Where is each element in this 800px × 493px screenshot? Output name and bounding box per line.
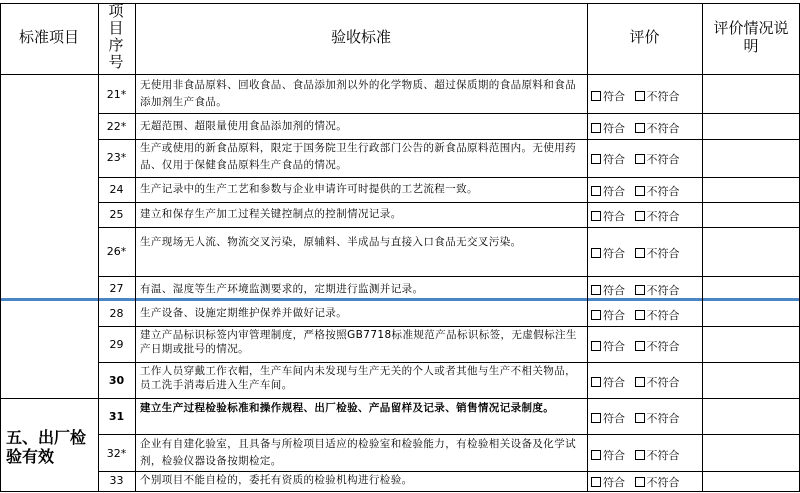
row-evaluation [591,88,680,104]
row-number: 31 [108,410,125,423]
header-criteria: 验收标准 [330,28,391,46]
nonconform-label: 不符合 [646,309,680,322]
conform-label: 符合 [603,412,625,425]
row-evaluation [591,151,680,167]
nonconform-checkbox[interactable] [635,477,645,487]
conform-checkbox[interactable] [591,186,601,196]
conform-checkbox[interactable] [591,154,601,164]
conform-checkbox[interactable] [591,450,601,460]
row-evaluation [591,120,680,136]
row-number: 27 [109,282,124,295]
nonconform-checkbox[interactable] [635,285,645,295]
row-evaluation [591,208,680,224]
row-evaluation [591,282,680,298]
conform-label: 符合 [603,476,625,489]
nonconform-label: 不符合 [646,449,680,462]
row-evaluation [591,410,680,426]
row-number: 33 [109,474,124,487]
header-explanation: 评价情况说明 [713,19,789,55]
row-criteria: 建立产品标识标签内审管理制度，严格按照GB7718标准规范产品标识标签，无虚假标注生产日期或批号的情况。 [140,329,577,355]
row-number: 21* [106,88,127,101]
conform-label: 符合 [603,449,625,462]
nonconform-label: 不符合 [646,340,680,353]
row-criteria: 企业有自建化验室，且具备与所检项目适应的检验室和检验能力，有检验相关设备及化学试剂，检验仪器设备按期检定。 [140,438,576,467]
conform-label: 符合 [603,185,625,198]
row-evaluation [591,183,680,199]
nonconform-checkbox[interactable] [635,377,645,387]
conform-label: 符合 [603,309,625,322]
row-criteria: 工作人员穿戴工作衣帽，生产车间内未发现与生产无关的个人或者其他与生产不相关物品，员工洗手消毒后进入生产车间。 [140,365,576,391]
nonconform-checkbox[interactable] [635,413,645,423]
nonconform-label: 不符合 [646,284,680,297]
row-number: 26* [106,245,127,258]
nonconform-checkbox[interactable] [635,450,645,460]
nonconform-checkbox[interactable] [635,248,645,258]
nonconform-label: 不符合 [646,90,680,103]
conform-checkbox[interactable] [591,341,601,351]
row-number: 22* [106,120,127,133]
conform-checkbox[interactable] [591,248,601,258]
row-criteria: 生产记录中的生产工艺和参数与企业申请许可时提供的工艺流程一致。 [140,183,478,195]
nonconform-label: 不符合 [646,476,680,489]
conform-label: 符合 [603,376,625,389]
conform-label: 符合 [603,247,625,260]
row-number: 30 [108,374,125,387]
row-criteria: 生产现场无人流、物流交叉污染，原辅料、半成品与直接入口食品无交叉污染。 [140,236,522,248]
row-evaluation [591,374,680,390]
nonconform-label: 不符合 [646,153,680,166]
row-criteria: 生产或使用的新食品原料，限定于国务院卫生行政部门公告的新食品原料范围内。无使用药品、仅用于保健食品原料生产食品的情况。 [140,142,576,171]
conform-label: 符合 [603,90,625,103]
nonconform-label: 不符合 [646,210,680,223]
conform-checkbox[interactable] [591,123,601,133]
conform-checkbox[interactable] [591,91,601,101]
nonconform-checkbox[interactable] [635,186,645,196]
conform-checkbox[interactable] [591,477,601,487]
nonconform-checkbox[interactable] [635,211,645,221]
conform-checkbox[interactable] [591,310,601,320]
row-evaluation [591,338,680,354]
nonconform-checkbox[interactable] [635,123,645,133]
conform-checkbox[interactable] [591,211,601,221]
conform-checkbox[interactable] [591,377,601,387]
header-seq: 项目序号 [108,2,124,71]
nonconform-label: 不符合 [646,247,680,260]
nonconform-checkbox[interactable] [635,341,645,351]
conform-checkbox[interactable] [591,413,601,423]
row-criteria: 建立生产过程检验标准和操作规程、出厂检验、产品留样及记录、销售情况记录制度。 [140,402,555,414]
row-criteria: 无使用非食品原料、回收食品、食品添加剂以外的化学物质、超过保质期的食品原料和食品添加剂生产食品。 [140,79,576,108]
row-number: 24 [109,183,124,196]
nonconform-checkbox[interactable] [635,154,645,164]
nonconform-label: 不符合 [646,185,680,198]
row-number: 25 [109,208,124,221]
row-number: 32* [106,447,127,460]
nonconform-checkbox[interactable] [635,310,645,320]
row-evaluation [591,307,680,323]
nonconform-label: 不符合 [646,412,680,425]
nonconform-label: 不符合 [646,376,680,389]
conform-label: 符合 [603,340,625,353]
category-5-label: 五、出厂检验有效 [6,428,87,466]
nonconform-checkbox[interactable] [635,91,645,101]
row-number: 23* [106,151,127,164]
row-number: 28 [109,307,124,320]
conform-label: 符合 [603,122,625,135]
conform-label: 符合 [603,210,625,223]
conform-label: 符合 [603,284,625,297]
row-criteria: 个别项目不能自检的，委托有资质的检验机构进行检验。 [140,474,413,486]
row-evaluation [591,245,680,261]
conform-checkbox[interactable] [591,285,601,295]
row-number: 29 [109,338,124,351]
header-item: 标准项目 [18,28,79,46]
row-criteria: 生产设备、设施定期维护保养并做好记录。 [140,307,348,319]
row-evaluation [591,447,680,463]
row-criteria: 有温、湿度等生产环境监测要求的，定期进行监测并记录。 [140,283,424,295]
nonconform-label: 不符合 [646,122,680,135]
row-criteria: 无超范围、超限量使用食品添加剂的情况。 [140,120,348,132]
row-criteria: 建立和保存生产加工过程关键控制点的控制情况记录。 [140,208,402,220]
header-evaluation: 评价 [629,28,660,46]
conform-label: 符合 [603,153,625,166]
row-evaluation [591,474,680,490]
